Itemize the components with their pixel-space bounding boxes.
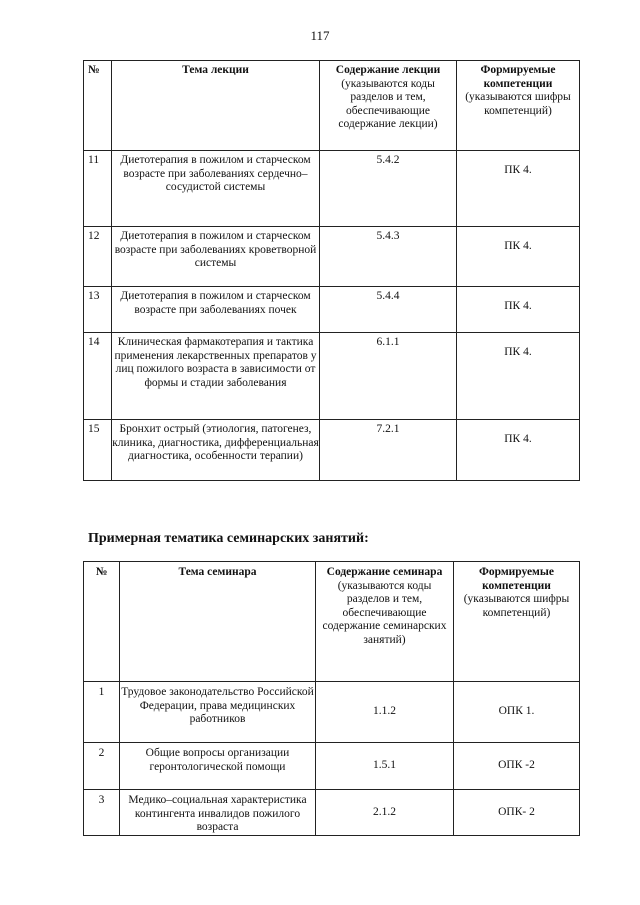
lectures-table bbox=[83, 60, 580, 481]
row-topic: Диетотерапия в пожилом и старческом возрасте при заболеваниях кроветворной системы bbox=[112, 227, 320, 287]
row-content: 5.4.4 bbox=[320, 287, 457, 333]
header-competence-note: (указываются шифры компетенций) bbox=[463, 593, 570, 619]
table-row bbox=[84, 287, 580, 333]
header-content bbox=[316, 562, 454, 682]
header-competence bbox=[454, 562, 580, 682]
row-topic: Трудовое законодательство Российской Федерации, права медицинских работников bbox=[120, 682, 316, 743]
row-competence: ПК 4. bbox=[457, 151, 580, 227]
row-topic: Общие вопросы организации геронтологической помощи bbox=[120, 743, 316, 790]
row-content: 5.4.3 bbox=[320, 227, 457, 287]
row-num: 14 bbox=[84, 333, 112, 420]
row-content: 6.1.1 bbox=[320, 333, 457, 420]
header-content-title: Содержание семинара bbox=[326, 566, 443, 578]
header-topic: Тема семинара bbox=[120, 562, 316, 682]
header-content bbox=[320, 61, 457, 151]
row-competence: ПК 4. bbox=[457, 227, 580, 287]
row-num: 13 bbox=[84, 287, 112, 333]
row-num: 12 bbox=[84, 227, 112, 287]
row-competence: ОПК- 2 bbox=[454, 790, 580, 836]
row-content: 5.4.2 bbox=[320, 151, 457, 227]
table-row bbox=[84, 227, 580, 287]
table-row bbox=[84, 333, 580, 420]
row-num: 11 bbox=[84, 151, 112, 227]
header-competence bbox=[457, 61, 580, 151]
header-competence-title: Формируемые компетенции bbox=[479, 566, 554, 592]
row-topic: Медико–социальная характеристика контингента инвалидов пожилого возраста bbox=[120, 790, 316, 836]
lectures-header-row bbox=[84, 61, 580, 151]
table-row bbox=[84, 420, 580, 481]
header-num: № bbox=[84, 562, 120, 682]
header-content-title: Содержание лекции bbox=[335, 64, 441, 76]
header-competence-title: Формируемые компетенции bbox=[480, 64, 556, 90]
header-topic: Тема лекции bbox=[112, 61, 320, 151]
row-content: 2.1.2 bbox=[316, 790, 454, 836]
table-row bbox=[84, 743, 580, 790]
row-content: 1.1.2 bbox=[316, 682, 454, 743]
row-competence: ПК 4. bbox=[457, 287, 580, 333]
seminars-header-row bbox=[84, 562, 580, 682]
header-content-note: (указываются коды разделов и тем, обеспечивающие содержание семинарских занятий) bbox=[322, 579, 447, 646]
row-content: 7.2.1 bbox=[320, 420, 457, 481]
header-competence-note: (указываются шифры компетенций) bbox=[465, 91, 571, 117]
row-topic: Клиническая фармакотерапия и тактика применения лекарственных препаратов у лиц пожилого возраста в зависимости от формы и стадии заболевания bbox=[112, 333, 320, 420]
table-row bbox=[84, 151, 580, 227]
table-row bbox=[84, 682, 580, 743]
header-content-note: (указываются коды разделов и тем, обеспечивающие содержание лекции) bbox=[338, 77, 438, 130]
table-row bbox=[84, 790, 580, 836]
header-num: № bbox=[84, 61, 112, 151]
seminars-table bbox=[83, 561, 580, 836]
page-number: 117 bbox=[310, 28, 330, 43]
seminars-section-title: Примерная тематика семинарских занятий: bbox=[88, 531, 369, 546]
row-competence: ОПК -2 bbox=[454, 743, 580, 790]
row-competence: ПК 4. bbox=[457, 420, 580, 481]
row-num: 15 bbox=[84, 420, 112, 481]
row-topic: Диетотерапия в пожилом и старческом возрасте при заболеваниях почек bbox=[112, 287, 320, 333]
row-content: 1.5.1 bbox=[316, 743, 454, 790]
row-competence: ПК 4. bbox=[457, 333, 580, 420]
row-num: 1 bbox=[84, 682, 120, 743]
row-num: 3 bbox=[84, 790, 120, 836]
row-topic: Диетотерапия в пожилом и старческом возрасте при заболеваниях сердечно–сосудистой системы bbox=[112, 151, 320, 227]
row-competence: ОПК 1. bbox=[454, 682, 580, 743]
row-num: 2 bbox=[84, 743, 120, 790]
row-topic: Бронхит острый (этиология, патогенез, клиника, диагностика, дифференциальная диагностика, особенности терапии) bbox=[112, 420, 320, 481]
